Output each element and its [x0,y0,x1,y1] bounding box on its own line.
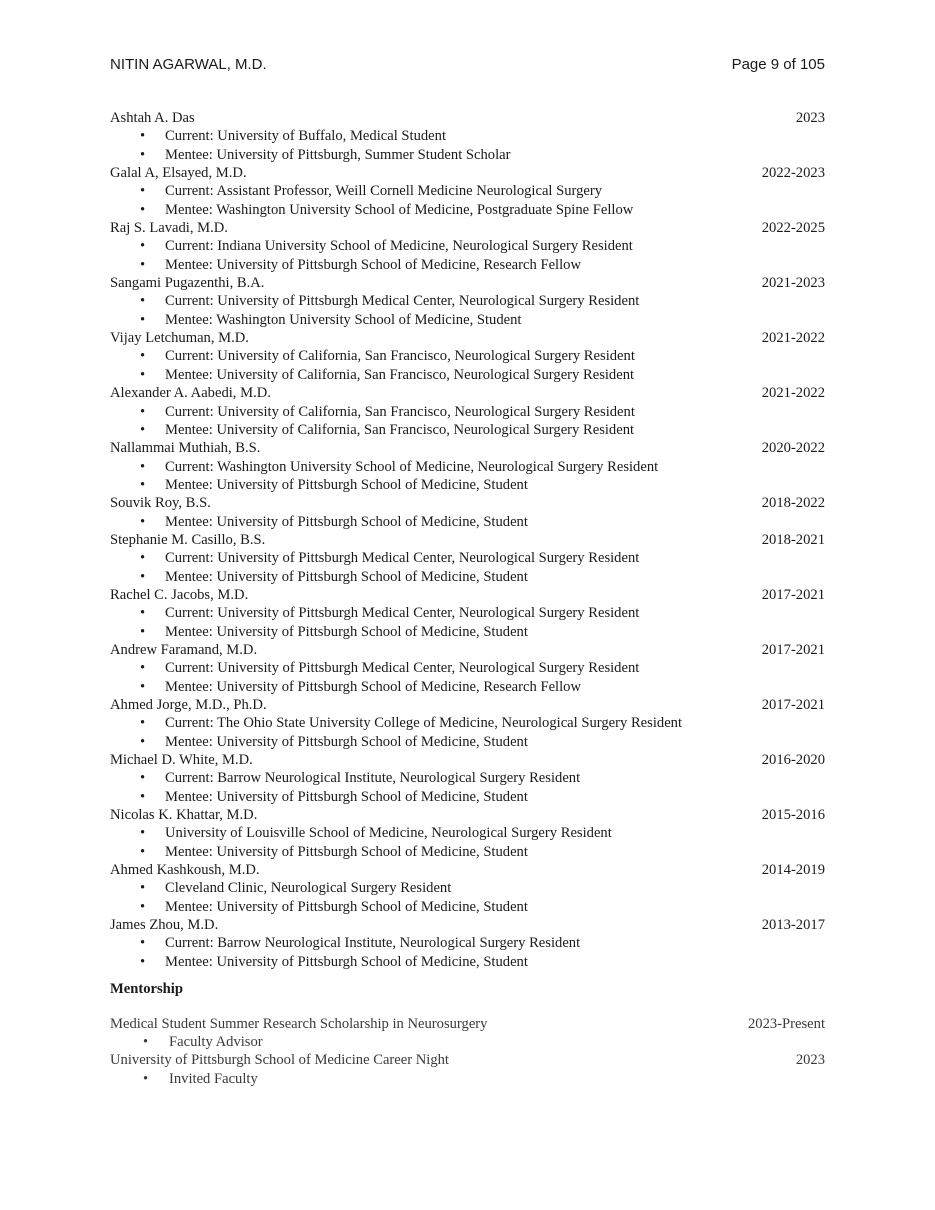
entry-name: Nallammai Muthiah, B.S. [110,440,261,457]
bullet-list [110,604,825,641]
entry-years: 2016-2020 [761,752,825,769]
entry-row [110,531,825,549]
bullet-list [110,347,825,384]
bullet-text: Current: University of Buffalo, Medical Student [165,128,447,145]
bullet-dot-icon: • [140,623,146,640]
entry-row [110,751,825,769]
bullet-dot-icon: • [143,1033,149,1050]
entry-row [110,274,825,292]
bullet-text: University of Louisville School of Medicine, Neurological Surgery Resident [165,825,612,842]
bullet-dot-icon: • [140,788,146,805]
bullet-dot-icon: • [140,568,146,585]
bullet-dot-icon: • [140,898,146,915]
bullet-text: Mentee: Washington University School of Medicine, Postgraduate Spine Fellow [165,201,634,218]
bullet-text: Mentee: University of California, San Francisco, Neurological Surgery Resident [165,421,635,438]
bullet-dot-icon: • [140,770,146,787]
bullet-dot-icon: • [140,678,146,695]
bullet-dot-icon: • [140,183,146,200]
entry-row [110,861,825,879]
bullet-dot-icon: • [140,458,146,475]
entry-name: Ashtah A. Das [110,110,195,126]
entry-name: University of Pittsburgh School of Medicine Career Night [110,1052,449,1069]
bullet-item [110,659,825,677]
bullet-item [110,953,825,971]
entry-years: 2017-2021 [761,586,825,603]
bullet-text: Current: The Ohio State University College of Medicine, Neurological Surgery Resident [165,715,683,732]
entry-years: 2021-2023 [761,275,825,292]
bullet-item [110,733,825,751]
bullet-item [110,347,825,365]
entry-row [110,1015,825,1033]
bullet-item [110,201,825,219]
bullet-dot-icon: • [140,146,146,163]
bullet-dot-icon: • [140,715,146,732]
bullet-item [110,769,825,787]
bullet-item [110,421,825,439]
entry-years: 2022-2023 [761,165,825,182]
entry-row [110,806,825,824]
bullet-text: Mentee: University of Pittsburgh School of Medicine, Student [165,898,528,915]
bullet-text: Invited Faculty [169,1070,258,1087]
bullet-list [110,879,825,916]
entry-row [110,641,825,659]
bullet-dot-icon: • [140,403,146,420]
bullet-dot-icon: • [140,238,146,255]
bullet-dot-icon: • [140,513,146,530]
bullet-item [110,714,825,732]
bullet-list [110,1033,825,1051]
bullet-item [110,237,825,255]
entry-row [110,586,825,604]
bullet-item [110,604,825,622]
entry-name: Alexander A. Aabedi, M.D. [110,385,271,402]
entry-name: Sangami Pugazenthi, B.A. [110,275,265,292]
bullet-item [110,366,825,384]
bullet-item [110,549,825,567]
bullet-list [110,1070,825,1088]
bullet-item [110,788,825,806]
bullet-text: Current: University of Pittsburgh Medical Center, Neurological Surgery Resident [165,293,640,310]
bullet-item [110,678,825,696]
bullet-text: Cleveland Clinic, Neurological Surgery Resident [165,880,452,897]
bullet-dot-icon: • [140,935,146,952]
entry-years: 2018-2022 [761,495,825,512]
entry-row [110,164,825,182]
bullet-item [110,182,825,200]
entry-name: Souvik Roy, B.S. [110,495,211,512]
entry-years: 2021-2022 [761,385,825,402]
bullet-dot-icon: • [140,311,146,328]
bullet-text: Current: Washington University School of Medicine, Neurological Surgery Resident [165,458,659,475]
entry-years: 2017-2021 [761,697,825,713]
bullet-text: Mentee: University of Pittsburgh School of Medicine, Student [165,953,528,970]
entry-years: 2021-2022 [761,330,825,347]
bullet-dot-icon: • [140,880,146,897]
entry-row [110,219,825,237]
mentee-list [110,109,825,971]
entry-years: 2023 [795,1052,825,1069]
bullet-item [110,623,825,641]
bullet-list [110,934,825,971]
bullet-list [110,714,825,751]
bullet-dot-icon: • [140,348,146,365]
entry-name: Medical Student Summer Research Scholarship in Neurosurgery [110,1015,488,1032]
page-header [110,56,825,73]
entry-name: Nicolas K. Khattar, M.D. [110,807,258,824]
bullet-item [110,256,825,274]
bullet-dot-icon: • [140,843,146,860]
bullet-text: Current: Barrow Neurological Institute, Neurological Surgery Resident [165,770,581,787]
bullet-text: Mentee: University of Pittsburgh School of Medicine, Student [165,476,528,493]
bullet-dot-icon: • [140,605,146,622]
bullet-text: Mentee: University of Pittsburgh School of Medicine, Student [165,733,528,750]
bullet-item [110,513,825,531]
entry-name: Galal A, Elsayed, M.D. [110,165,247,182]
entry-years: 2017-2021 [761,641,825,658]
bullet-text: Mentee: Washington University School of Medicine, Student [165,311,522,328]
entry-years: 2023-Present [747,1015,825,1032]
bullet-list [110,458,825,495]
bullet-text: Mentee: University of Pittsburgh School of Medicine, Student [165,513,528,530]
bullet-list [110,549,825,586]
bullet-text: Current: Assistant Professor, Weill Cornell Medicine Neurological Surgery [165,183,603,200]
bullet-list [110,513,825,531]
bullet-list [110,769,825,806]
bullet-text: Current: University of California, San Francisco, Neurological Surgery Resident [165,348,635,365]
bullet-item [110,1070,825,1088]
bullet-text: Mentee: University of Pittsburgh School of Medicine, Student [165,568,528,585]
bullet-list [110,127,825,164]
bullet-list [110,292,825,329]
bullet-text: Current: University of Pittsburgh Medical Center, Neurological Surgery Resident [165,605,640,622]
mentorship-list [110,1015,825,1088]
entry-row [110,494,825,512]
bullet-item [110,824,825,842]
entry-name: Michael D. White, M.D. [110,752,253,769]
bullet-item [110,311,825,329]
bullet-list [110,403,825,440]
entry-name: Ahmed Kashkoush, M.D. [110,862,260,879]
bullet-dot-icon: • [140,660,146,677]
bullet-text: Current: University of California, San Francisco, Neurological Surgery Resident [165,403,635,420]
section-heading-mentorship: Mentorship [110,981,183,998]
entry-years: 2022-2025 [761,220,825,237]
bullet-dot-icon: • [140,550,146,567]
entry-row [110,439,825,457]
bullet-item [110,879,825,897]
entry-row [110,329,825,347]
bullet-list [110,182,825,219]
bullet-text: Mentee: University of California, San Francisco, Neurological Surgery Resident [165,366,635,383]
header-name: NITIN AGARWAL, M.D. [110,56,267,73]
bullet-text: Current: Barrow Neurological Institute, Neurological Surgery Resident [165,935,581,952]
bullet-text: Mentee: University of Pittsburgh School of Medicine, Student [165,623,528,640]
bullet-item [110,843,825,861]
bullet-item [110,458,825,476]
bullet-dot-icon: • [140,476,146,493]
page-content [110,109,825,1088]
bullet-item [110,127,825,145]
bullet-dot-icon: • [140,421,146,438]
bullet-item [110,476,825,494]
bullet-dot-icon: • [140,366,146,383]
bullet-dot-icon: • [140,293,146,310]
bullet-list [110,659,825,696]
entry-row [110,109,825,127]
bullet-item [110,292,825,310]
bullet-item [110,1033,825,1051]
entry-years: 2020-2022 [761,440,825,457]
entry-name: James Zhou, M.D. [110,917,219,934]
bullet-dot-icon: • [140,733,146,750]
bullet-item [110,568,825,586]
bullet-text: Mentee: University of Pittsburgh School of Medicine, Research Fellow [165,256,581,273]
bullet-dot-icon: • [140,128,146,145]
entry-row [110,384,825,402]
bullet-dot-icon: • [140,201,146,218]
bullet-list [110,824,825,861]
bullet-item [110,146,825,164]
bullet-text: Mentee: University of Pittsburgh School of Medicine, Research Fellow [165,678,581,695]
entry-name: Stephanie M. Casillo, B.S. [110,531,266,548]
entry-years: 2013-2017 [761,917,825,934]
bullet-dot-icon: • [140,825,146,842]
bullet-item [110,934,825,952]
page-number: Page 9 of 105 [731,56,825,73]
bullet-dot-icon: • [140,953,146,970]
bullet-text: Current: University of Pittsburgh Medical Center, Neurological Surgery Resident [165,550,640,567]
bullet-item [110,403,825,421]
entry-name: Rachel C. Jacobs, M.D. [110,586,249,603]
entry-row [110,696,825,714]
entry-name: Raj S. Lavadi, M.D. [110,220,228,237]
bullet-item [110,898,825,916]
entry-row [110,916,825,934]
entry-row [110,1051,825,1069]
entry-years: 2015-2016 [761,807,825,824]
entry-years: 2018-2021 [761,531,825,548]
entry-name: Andrew Faramand, M.D. [110,641,258,658]
bullet-text: Mentee: University of Pittsburgh School of Medicine, Student [165,788,528,805]
bullet-list [110,237,825,274]
bullet-dot-icon: • [140,256,146,273]
bullet-text: Mentee: University of Pittsburgh School of Medicine, Student [165,843,528,860]
entry-years: 2023 [795,110,825,126]
bullet-text: Mentee: University of Pittsburgh, Summer Student Scholar [165,146,511,163]
bullet-dot-icon: • [143,1070,149,1087]
entry-years: 2014-2019 [761,862,825,879]
entry-name: Vijay Letchuman, M.D. [110,330,249,347]
bullet-text: Current: Indiana University School of Medicine, Neurological Surgery Resident [165,238,633,255]
entry-name: Ahmed Jorge, M.D., Ph.D. [110,697,267,713]
bullet-text: Current: University of Pittsburgh Medical Center, Neurological Surgery Resident [165,660,640,677]
bullet-text: Faculty Advisor [169,1033,263,1050]
